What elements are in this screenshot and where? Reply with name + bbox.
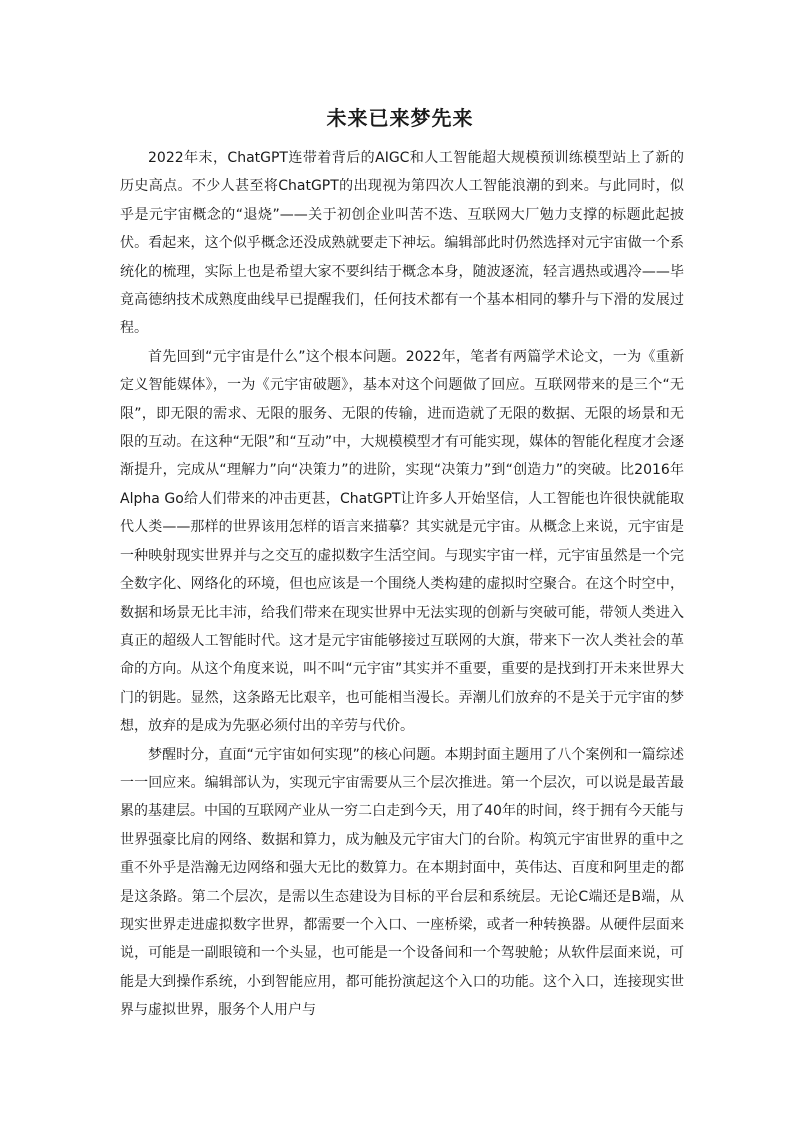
paragraph-1: 2022年末，ChatGPT连带着背后的AIGC和人工智能超大规模预训练模型站上了新的历史高点。不少人甚至将ChatGPT的出现视为第四次人工智能浪潮的到来。与此同时，似乎是元宇宙概念的“退烧”——关于初创企业叫苦不迭、互联网大厂勉力支撑的标题此起披伏。看起来，这个似乎概念还没成熟就要走下神坛。编辑部此时仍然选择对元宇宙做一个系统化的梳理，实际上也是希望大家不要纠结于概念本身，随波逐流，轻言遇热或遇冷——毕竟高德纳技术成熟度曲线早已提醒我们，任何技术都有一个基本相同的攀升与下滑的发展过程。 — [120, 150, 684, 337]
page-title: 未来已来梦先来 — [326, 106, 474, 130]
paragraph-3: 梦醒时分，直面“元宇宙如何实现”的核心问题。本期封面主题用了八个案例和一篇综述一一回应来。编辑部认为，实现元宇宙需要从三个层次推进。第一个层次，可以说是最苦最累的基建层。中国的互联网产业从一穷二白走到今天，用了40年的时间，终于拥有今天能与世界强豪比肩的网络、数据和算力，成为触及元宇宙大门的台阶。构筑元宇宙世界的重中之重不外乎是浩瀚无边网络和强大无比的数算力。在本期封面中，英伟达、百度和阿里走的都是这条路。第二个层次，是需以生态建设为目标的平台层和系统层。无论C端还是B端，从现实世界走进虚拟数字世界，都需要一个入口、一座桥梁，或者一种转换器。从硬件层面来说，可能是一副眼镜和一个头显，也可能是一个设备间和一个驾驶舱；从软件层面来说，可能是大到操作系统，小到智能应用，都可能扮演起这个入口的功能。这个入口，连接现实世界与虚拟世界，服务个人用户与 — [120, 746, 684, 1019]
article-body — [120, 144, 684, 1025]
paragraph-2: 首先回到“元宇宙是什么”这个根本问题。2022年，笔者有两篇学术论文，一为《重新定义智能媒体》，一为《元宇宙破题》，基本对这个问题做了回应。互联网带来的是三个“无限”，即无限的需求、无限的服务、无限的传输，进而造就了无限的数据、无限的场景和无限的互动。在这种“无限”和“互动”中，大规模模型才有可能实现，媒体的智能化程度才会逐渐提升，完成从“理解力”向“决策力”的进阶，实现“决策力”到“创造力”的突破。比2016年Alpha Go给人们带来的冲击更甚，ChatGPT让许多人开始坚信，人工智能也许很快就能取代人类——那样的世界该用怎样的语言来描摹？其实就是元宇宙。从概念上来说，元宇宙是一种映射现实世界并与之交互的虚拟数字生活空间。与现实宇宙一样，元宇宙虽然是一个完全数字化、网络化的环境，但也应该是一个围绕人类构建的虚拟时空聚合。在这个时空中，数据和场景无比丰沛，给我们带来在现实世界中无法实现的创新与突破可能，带领人类进入真正的超级人工智能时代。这才是元宇宙能够接过互联网的大旗，带来下一次人类社会的革命的方向。从这个角度来说，叫不叫“元宇宙”其实并不重要，重要的是找到打开未来世界大门的钥匙。显然，这条路无比艰辛，也可能相当漫长。弄潮儿们放弃的不是关于元宇宙的梦想，放弃的是成为先驱必须付出的辛劳与代价。 — [120, 348, 684, 735]
